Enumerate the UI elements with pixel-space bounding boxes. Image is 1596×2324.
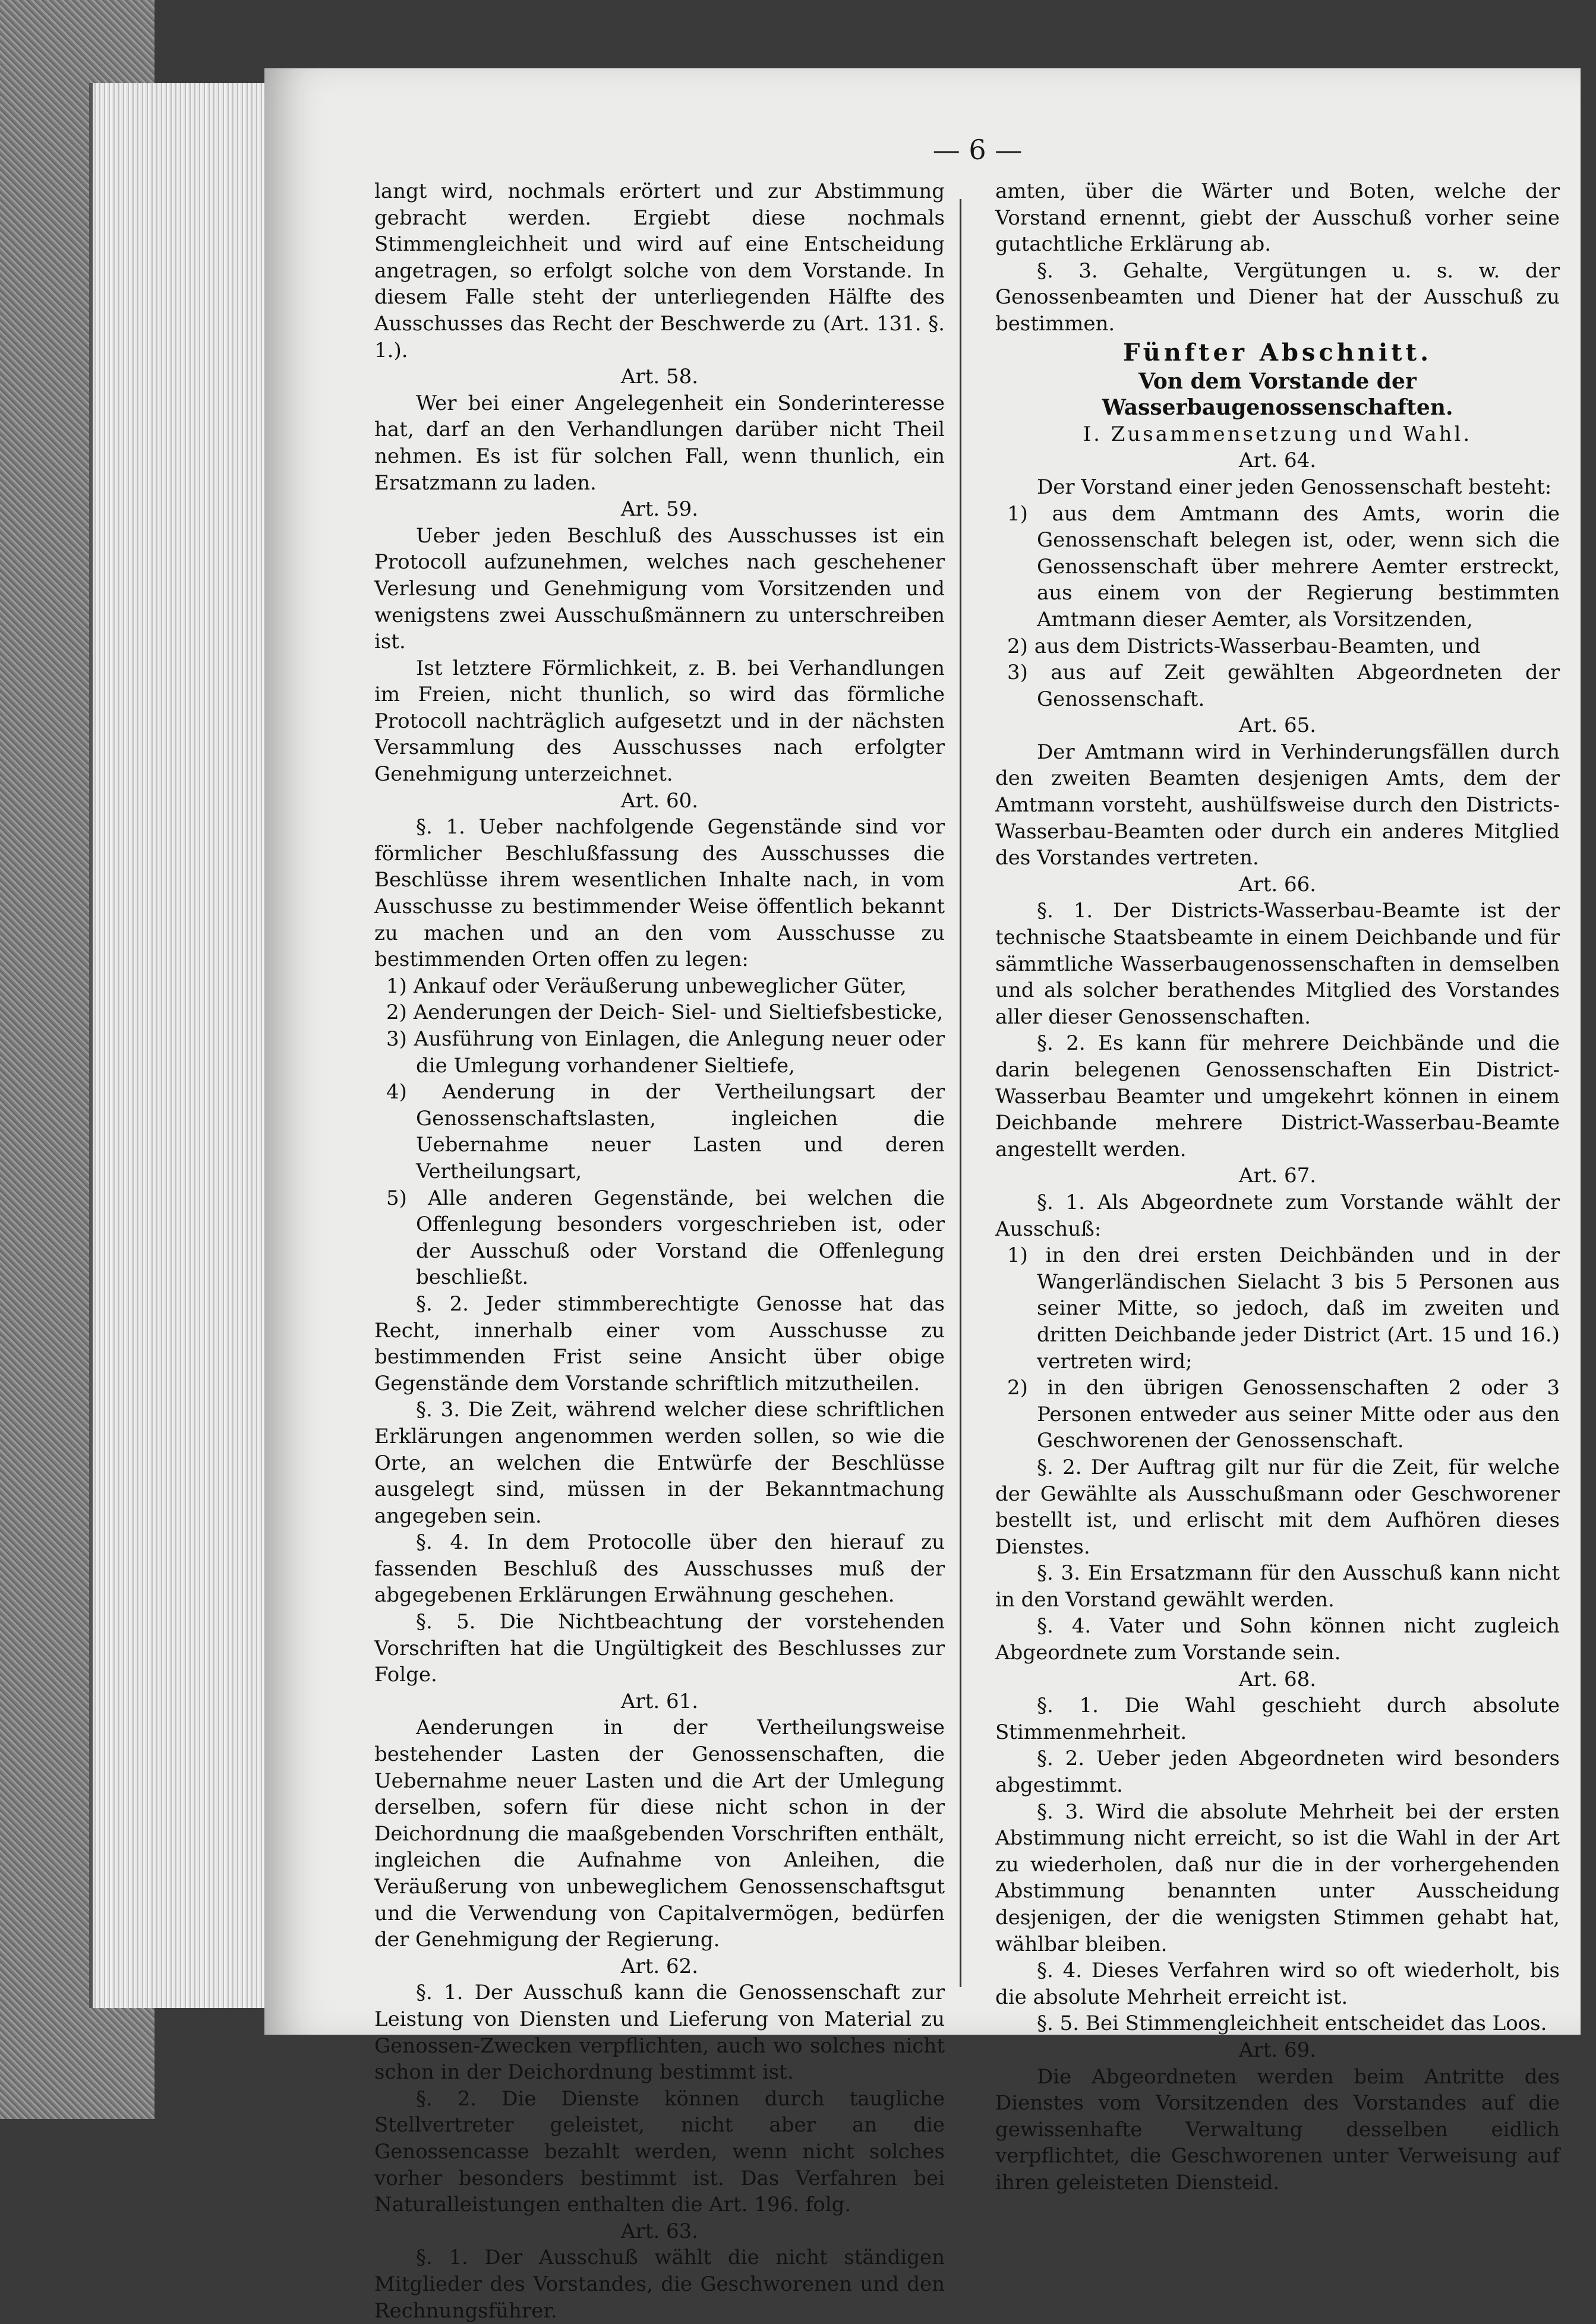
list-item: 5) Alle anderen Gegenstände, bei welchen die Offenlegung besonders vorgeschrieben ist, oder der Ausschuß oder Vorstand die Offenlegung beschließt. — [386, 1186, 945, 1290]
paragraph: §. 3. Ein Ersatzmann für den Ausschuß kann nicht in den Vorstand gewählt werden. — [995, 1561, 1560, 1612]
list-item: 3) Ausführung von Einlagen, die Anlegung neuer oder die Umlegung vorhandener Sieltiefe, — [386, 1027, 945, 1078]
article-heading: Art. 60. — [620, 788, 699, 813]
list-item: 3) aus auf Zeit gewählten Abgeordneten der Genossenschaft. — [1007, 661, 1560, 711]
paragraph: §. 1. Der Ausschuß kann die Genossenschaft zur Leistung von Diensten und Lieferung von Material zu Genossen-Zwecken verpflichten, auch wo solches nicht schon in der Deichordnung bestimmt ist. — [374, 1981, 945, 2085]
article-heading: Art. 68. — [1238, 1667, 1317, 1691]
list-item: 4) Aenderung in der Vertheilungsart der Genossenschaftslasten, ingleichen die Uebernahme neuer Lasten und deren Vertheilungsart, — [386, 1080, 945, 1183]
paragraph: §. 4. Dieses Verfahren wird so oft wiederholt, bis die absolute Mehrheit erreicht ist. — [995, 1959, 1560, 2009]
paragraph: §. 2. Der Auftrag gilt nur für die Zeit, für welche der Gewählte als Ausschußmann oder Geschworener bestellt ist, und erlischt mit dem Aufhören dieses Dienstes. — [995, 1455, 1560, 1559]
paragraph: §. 5. Die Nichtbeachtung der vorstehenden Vorschriften hat die Ungültigkeit des Beschlusses zur Folge. — [374, 1610, 945, 1687]
right-column — [995, 178, 1560, 2196]
section-heading: Fünfter Abschnitt. — [1122, 338, 1433, 367]
paragraph: §. 1. Der Ausschuß wählt die nicht ständigen Mitglieder des Vorstandes, die Geschworenen und den Rechnungsführer. — [374, 2246, 945, 2323]
article-heading: Art. 63. — [620, 2219, 699, 2243]
column-divider — [960, 199, 961, 1987]
paragraph: §. 2. Es kann für mehrere Deichbände und die darin belegenen Genossenschaften Ein District-Wasserbau Beamter und umgekehrt können in einem Deichbande mehrere District-Wasserbau-Beamte angestellt werden. — [995, 1031, 1560, 1161]
section-heading: I. Zusammensetzung und Wahl. — [1083, 422, 1472, 446]
paragraph: §. 4. In dem Protocolle über den hierauf zu fassenden Beschluß des Ausschusses muß der abgegebenen Erklärungen Erwähnung geschehen. — [374, 1530, 945, 1608]
paragraph: §. 3. Gehalte, Vergütungen u. s. w. der Genossenbeamten und Diener hat der Ausschuß zu bestimmen. — [995, 258, 1560, 336]
article-heading: Art. 69. — [1238, 2038, 1317, 2062]
list-item: 1) aus dem Amtmann des Amts, worin die Genossenschaft belegen ist, oder, wenn sich die Genossenschaft über mehrere Aemter erstreckt, aus einem von der Regierung bestimmten Amtmann dieser Aemter, als Vorsitzenden, — [1007, 501, 1560, 631]
list-item: 1) Ankauf oder Veräußerung unbeweglicher Güter, — [386, 974, 907, 998]
page-number: — 6 — — [932, 134, 1023, 166]
paragraph: §. 2. Jeder stimmberechtigte Genosse hat das Recht, innerhalb einer vom Ausschusse zu bestimmenden Frist seine Ansicht über obige Gegenstände dem Vorstande schriftlich mitzutheilen. — [374, 1292, 945, 1395]
paragraph: §. 1. Die Wahl geschieht durch absolute Stimmenmehrheit. — [995, 1694, 1560, 1744]
paragraph: amten, über die Wärter und Boten, welche der Vorstand ernennt, giebt der Ausschuß vorher seine gutachtliche Erklärung ab. — [995, 179, 1560, 257]
paragraph: Der Vorstand einer jeden Genossenschaft besteht: — [1037, 475, 1552, 499]
paragraph: Ueber jeden Beschluß des Ausschusses ist ein Protocoll aufzunehmen, welches nach geschehener Verlesung und Genehmigung vom Vorsitzenden und wenigstens zwei Ausschußmännern zu unterschreiben ist. — [374, 523, 945, 654]
section-heading: Von dem Vorstande der Wasserbaugenossenschaften. — [1102, 368, 1453, 421]
paragraph: §. 1. Als Abgeordnete zum Vorstande wählt der Ausschuß: — [995, 1190, 1560, 1241]
paragraph: Die Abgeordneten werden beim Antritte des Dienstes vom Vorsitzenden des Vorstandes auf die gewissenhafte Verwaltung desselben eidlich verpflichtet, die Geschworenen unter Verweisung auf ihren geleisteten Diensteid. — [995, 2064, 1560, 2194]
article-heading: Art. 64. — [1238, 449, 1317, 473]
paragraph: §. 2. Ueber jeden Abgeordneten wird besonders abgestimmt. — [995, 1747, 1560, 1798]
article-heading: Art. 61. — [620, 1689, 699, 1713]
paragraph: langt wird, nochmals erörtert und zur Abstimmung gebracht werden. Ergiebt diese nochmals Stimmengleichheit und wird auf eine Entscheidung angetragen, so erfolgt solche von dem Vorstande. In diesem Falle steht der unterliegenden Hälfte des Ausschusses das Recht der Beschwerde zu (Art. 131. §. 1.). — [374, 179, 945, 362]
article-heading: Art. 62. — [620, 1954, 699, 1978]
left-column — [374, 178, 945, 2324]
paragraph: §. 4. Vater und Sohn können nicht zugleich Abgeordnete zum Vorstande sein. — [995, 1614, 1560, 1665]
paragraph: Der Amtmann wird in Verhinderungsfällen durch den zweiten Beamten desjenigen Amts, dem der Amtmann vorsteht, aushülfsweise durch den Districts-Wasserbau-Beamten oder durch ein anderes Mitglied des Vorstandes vertreten. — [995, 740, 1560, 870]
article-heading: Art. 58. — [620, 365, 699, 389]
paragraph: §. 3. Wird die absolute Mehrheit bei der ersten Abstimmung nicht erreicht, so ist die Wahl in der Art zu wiederholen, daß nur die in der vorhergehenden Abstimmung benannten unter Ausscheidung desjenigen, der die wenigsten Stimmen gehabt hat, wählbar bleiben. — [995, 1799, 1560, 1956]
page-edges — [89, 83, 271, 2008]
article-heading: Art. 66. — [1238, 872, 1317, 896]
paragraph: Ist letztere Förmlichkeit, z. B. bei Verhandlungen im Freien, nicht thunlich, so wird das förmliche Protocoll nachträglich aufgesetzt und in der nächsten Versammlung des Ausschusses nach erfolgter Genehmigung unterzeichnet. — [374, 656, 945, 787]
article-heading: Art. 59. — [620, 497, 699, 522]
paragraph: Wer bei einer Angelegenheit ein Sonderinteresse hat, darf an den Verhandlungen darüber nicht Theil nehmen. Es ist für solchen Fall, wenn thunlich, ein Ersatzmann zu laden. — [374, 391, 945, 495]
paragraph: §. 1. Ueber nachfolgende Gegenstände sind vor förmlicher Beschlußfassung des Ausschusses die Beschlüsse ihrem wesentlichen Inhalte nach, in vom Ausschusse zu bestimmender Weise öffentlich bekannt zu machen und an den vom Ausschusse zu bestimmenden Orten offen zu legen: — [374, 815, 945, 972]
list-item: 2) in den übrigen Genossenschaften 2 oder 3 Personen entweder aus seiner Mitte oder aus den Geschworenen der Genossenschaft. — [1007, 1376, 1560, 1453]
paragraph: §. 5. Bei Stimmengleichheit entscheidet das Loos. — [1037, 2012, 1547, 2036]
article-heading: Art. 65. — [1238, 713, 1317, 738]
paragraph: Aenderungen in der Vertheilungsweise bestehender Lasten der Genossenschaften, die Uebernahme neuer Lasten und die Art der Umlegung derselben, sofern für diese nicht schon in der Deichordnung die maaßgebenden Vorschriften enthält, ingleichen die Aufnahme von Anleihen, die Veräußerung von unbeweglichem Genossenschaftsgut und die Verwendung von Capitalvermögen, bedürfen der Genehmigung der Regierung. — [374, 1716, 945, 1952]
list-item: 2) aus dem Districts-Wasserbau-Beamten, und — [1007, 634, 1481, 658]
list-item: 2) Aenderungen der Deich- Siel- und Sieltiefsbesticke, — [386, 1000, 944, 1025]
list-item: 1) in den drei ersten Deichbänden und in der Wangerländischen Sielacht 3 bis 5 Personen aus seiner Mitte, so jedoch, daß im zweiten und dritten Deichbande jeder District (Art. 15 und 16.) vertreten wird; — [1007, 1243, 1560, 1373]
paragraph: §. 1. Der Districts-Wasserbau-Beamte ist der technische Staatsbeamte in einem Deichbande und für sämmtliche Wasserbaugenossenschaften in demselben und als solcher berathendes Mitglied des Vorstandes aller dieser Genossenschaften. — [995, 899, 1560, 1029]
paragraph: §. 2. Die Dienste können durch taugliche Stellvertreter geleistet, nicht aber an die Genossencasse bezahlt werden, wenn nicht solches vorher besonders bestimmt ist. Das Verfahren bei Naturalleistungen enthalten die Art. 196. folg. — [374, 2086, 945, 2217]
paragraph: §. 3. Die Zeit, während welcher diese schriftlichen Erklärungen angenommen werden sollen, so wie die Orte, an welchen die Entwürfe der Beschlüsse ausgelegt sind, müssen in der Bekanntmachung angegeben sein. — [374, 1398, 945, 1528]
article-heading: Art. 67. — [1238, 1164, 1317, 1188]
